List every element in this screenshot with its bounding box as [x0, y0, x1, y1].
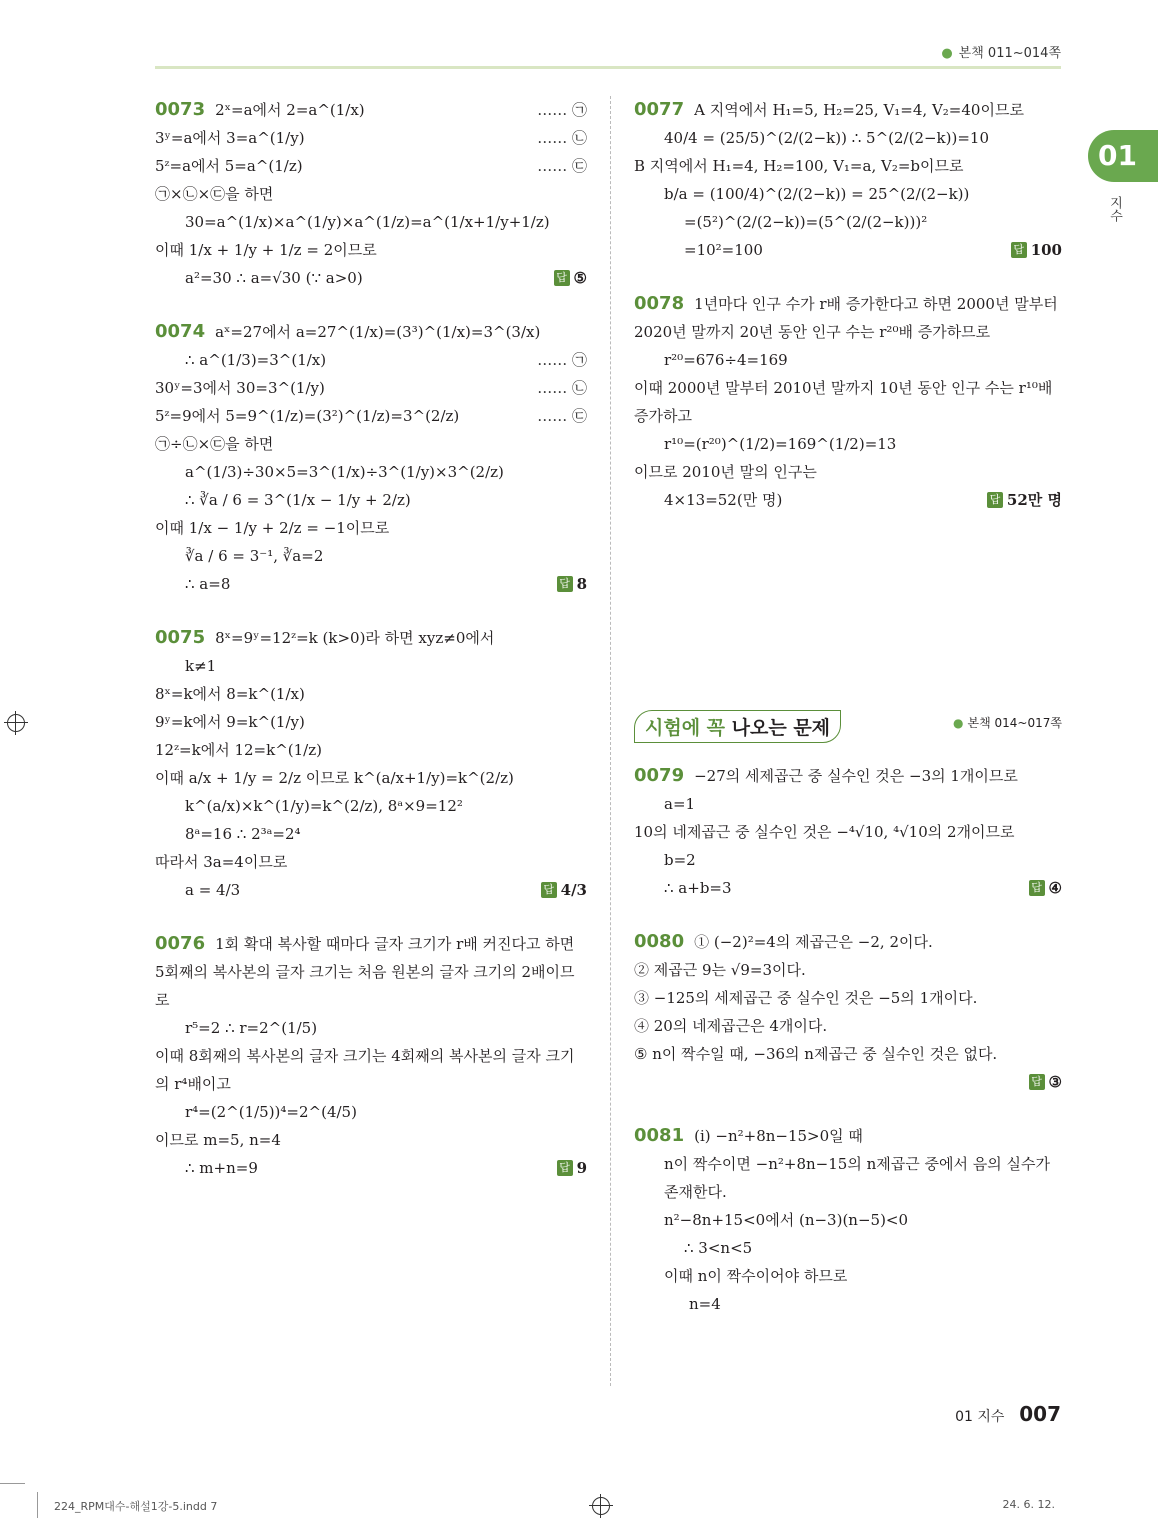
solution-text: 10의 네제곱근 중 실수인 것은 −⁴√10, ⁴√10의 2개이므로 [634, 823, 1015, 841]
solution-line [155, 1126, 587, 1154]
solution-text: (i) −n²+8n−15>0일 때 [694, 1127, 863, 1145]
problem-0074 [155, 318, 587, 598]
solution-text: ㉠÷㉡×㉢을 하면 [155, 435, 274, 453]
answer-value: 8 [576, 575, 587, 593]
solution-text: 이때 2000년 말부터 2010년 말까지 10년 동안 인구 수는 r¹⁰배 증가하고 [634, 379, 1053, 425]
solution-text: =10²=100 [684, 241, 763, 259]
problem-number: 0081 [634, 1125, 685, 1146]
solution-text: a^(1/3)÷30×5=3^(1/x)÷3^(1/y)×3^(2/z) [185, 463, 504, 481]
answer-badge-icon: 답 [1029, 1074, 1045, 1090]
solution-text: 이때 1/x − 1/y + 2/z = −1이므로 [155, 519, 390, 537]
solution-text: 1회 확대 복사할 때마다 글자 크기가 r배 커진다고 하면 5회째의 복사본의 글자 크기는 처음 원본의 글자 크기의 2배이므로 [155, 935, 575, 1009]
solution-line [155, 486, 587, 514]
registration-mark-icon [592, 1497, 610, 1515]
problem-number: 0073 [155, 99, 206, 120]
solution-line [634, 208, 1062, 236]
solution-text: r²⁰=676÷4=169 [664, 351, 788, 369]
answer-badge-icon: 답 [1029, 880, 1045, 896]
solution-text: r¹⁰=(r²⁰)^(1/2)=169^(1/2)=13 [664, 435, 897, 453]
solution-text: r⁴=(2^(1/5))⁴=2^(4/5) [185, 1103, 357, 1121]
solution-line [634, 1150, 1062, 1206]
solution-text: 3ʸ=a에서 3=a^(1/y) [155, 129, 305, 147]
solution-text: ⑤ n이 짝수일 때, −36의 n제곱근 중 실수인 것은 없다. [634, 1045, 998, 1063]
header-rule [155, 66, 1061, 69]
equation-marker: …… ㉠ [537, 101, 587, 119]
solution-line [155, 542, 587, 570]
solution-line [155, 764, 587, 792]
solution-text: r⁵=2 ∴ r=2^(1/5) [185, 1019, 318, 1037]
solution-line [634, 486, 1062, 514]
solution-text: a=1 [664, 795, 696, 813]
section-title: 시험에 꼭 나오는 문제 [634, 710, 841, 743]
solution-line [155, 736, 587, 764]
header-reference: ● 본책 011~014쪽 [941, 46, 1061, 61]
solution-line [155, 458, 587, 486]
solution-line [634, 124, 1062, 152]
equation-marker: …… ㉢ [537, 157, 587, 175]
equation-marker: …… ㉠ [537, 351, 587, 369]
page-number: 007 [1019, 1402, 1061, 1426]
problem-number: 0077 [634, 99, 685, 120]
problem-number: 0074 [155, 321, 206, 342]
problem-0076 [155, 930, 587, 1182]
section-banner [634, 710, 1062, 750]
problem-0081 [634, 1122, 1062, 1318]
solution-text: ③ −125의 세제곱근 중 실수인 것은 −5의 1개이다. [634, 989, 978, 1007]
solution-text: b/a = (100/4)^(2/(2−k)) = 25^(2/(2−k)) [664, 185, 970, 203]
solution-line [634, 790, 1062, 818]
answer-value: 52만 명 [1006, 491, 1062, 509]
problem-0073 [155, 96, 587, 292]
solution-line [155, 124, 587, 152]
solution-text: k≠1 [185, 657, 217, 675]
crop-mark [37, 1492, 38, 1518]
problem-0078 [634, 290, 1062, 514]
solution-text: 이므로 2010년 말의 인구는 [634, 463, 817, 481]
problem-0080 [634, 928, 1062, 1096]
solution-text: 8ˣ=k에서 8=k^(1/x) [155, 685, 305, 703]
solution-line [155, 652, 587, 680]
solution-line [155, 180, 587, 208]
answer-value: 100 [1030, 241, 1062, 259]
solution-line [634, 458, 1062, 486]
solution-text: 이때 8회째의 복사본의 글자 크기는 4회째의 복사본의 글자 크기의 r⁴배이고 [155, 1047, 575, 1093]
solution-line [155, 848, 587, 876]
solution-text: aˣ=27에서 a=27^(1/x)=(3³)^(1/x)=3^(3/x) [215, 323, 541, 341]
problem-0075 [155, 624, 587, 904]
solution-line [155, 1098, 587, 1126]
solution-text: k^(a/x)×k^(1/y)=k^(2/z), 8ᵃ×9=12² [185, 797, 463, 815]
page-footer [955, 1402, 1061, 1426]
solution-line [155, 1042, 587, 1098]
solution-text: 9ʸ=k에서 9=k^(1/y) [155, 713, 305, 731]
equation-marker: …… ㉢ [537, 407, 587, 425]
solution-line [634, 1290, 1062, 1318]
solution-text: 8ˣ=9ʸ=12ᶻ=k (k>0)라 하면 xyz≠0에서 [215, 629, 495, 647]
solution-line [634, 1040, 1062, 1068]
solution-line [155, 680, 587, 708]
solution-text: ∴ a+b=3 [664, 879, 732, 897]
solution-line [634, 1068, 1062, 1096]
right-column [634, 96, 1062, 1344]
solution-text: b=2 [664, 851, 696, 869]
solution-text: 이때 n이 짝수이어야 하므로 [664, 1267, 848, 1285]
footer-chapter: 01 지수 [955, 1409, 1005, 1425]
solution-line [634, 1012, 1062, 1040]
solution-text: 2ˣ=a에서 2=a^(1/x) [215, 101, 365, 119]
solution-line [634, 236, 1062, 264]
solution-line [634, 180, 1062, 208]
solution-line [155, 208, 587, 236]
solution-line [634, 1206, 1062, 1234]
answer [987, 486, 1062, 514]
left-column [155, 96, 587, 1208]
answer-badge-icon: 답 [557, 1160, 573, 1176]
column-divider [610, 96, 611, 1386]
answer [1011, 236, 1062, 264]
solution-line [634, 290, 1062, 346]
solution-line [155, 570, 587, 598]
solution-line [634, 762, 1062, 790]
solution-text: 40/4 = (25/5)^(2/(2−k)) ∴ 5^(2/(2−k))=10 [664, 129, 990, 147]
solution-text: a²=30 ∴ a=√30 (∵ a>0) [185, 269, 363, 287]
answer [541, 876, 587, 904]
solution-text: ㉠×㉡×㉢을 하면 [155, 185, 274, 203]
solution-text: ① (−2)²=4의 제곱근은 −2, 2이다. [694, 933, 933, 951]
solution-line [155, 792, 587, 820]
solution-line [155, 264, 587, 292]
solution-text: a = 4/3 [185, 881, 241, 899]
solution-line [634, 1234, 1062, 1262]
solution-text: ∛a / 6 = 3⁻¹, ∛a=2 [185, 547, 324, 565]
solution-text: =(5²)^(2/(2−k))=(5^(2/(2−k)))² [684, 213, 928, 231]
solution-line [155, 318, 587, 346]
answer [554, 264, 587, 292]
crop-mark [0, 1483, 25, 1484]
solution-line [155, 346, 587, 374]
solution-line [634, 818, 1062, 846]
answer-value: ④ [1048, 879, 1062, 897]
solution-text: 5ᶻ=a에서 5=a^(1/z) [155, 157, 303, 175]
solution-text: ∴ a=8 [185, 575, 231, 593]
solution-line [155, 96, 587, 124]
bullet-icon: ● [941, 46, 953, 61]
solution-text: 30ʸ=3에서 30=3^(1/y) [155, 379, 325, 397]
answer-value: 9 [576, 1159, 587, 1177]
solution-line [155, 514, 587, 542]
problem-number: 0075 [155, 627, 206, 648]
problem-number: 0080 [634, 931, 685, 952]
print-file-info: 224_RPM대수-해설1강-5.indd 7 [54, 1500, 218, 1513]
solution-text: n=4 [689, 1295, 721, 1313]
problem-0077 [634, 96, 1062, 264]
solution-text: ④ 20의 네제곱근은 4개이다. [634, 1017, 828, 1035]
solution-text: 4×13=52(만 명) [664, 491, 783, 509]
answer-badge-icon: 답 [1011, 242, 1027, 258]
solution-line [155, 708, 587, 736]
solution-line [634, 346, 1062, 374]
solution-text: 이때 a/x + 1/y = 2/z 이므로 k^(a/x+1/y)=k^(2/z) [155, 769, 514, 787]
solution-text: n이 짝수이면 −n²+8n−15의 n제곱근 중에서 음의 실수가 존재한다. [664, 1155, 1050, 1201]
solution-line [634, 1262, 1062, 1290]
solution-line [155, 236, 587, 264]
solution-line [634, 874, 1062, 902]
answer [557, 1154, 587, 1182]
solution-line [155, 820, 587, 848]
chapter-tab: 01 [1088, 130, 1158, 182]
answer-badge-icon: 답 [541, 882, 557, 898]
problem-0079 [634, 762, 1062, 902]
answer-badge-icon: 답 [554, 270, 570, 286]
solution-text: ∴ ∛a / 6 = 3^(1/x − 1/y + 2/z) [185, 491, 411, 509]
solution-line [634, 928, 1062, 956]
solution-line [155, 930, 587, 1014]
problem-number: 0076 [155, 933, 206, 954]
equation-marker: …… ㉡ [537, 379, 587, 397]
solution-text: 12ᶻ=k에서 12=k^(1/z) [155, 741, 322, 759]
solution-text: 이때 1/x + 1/y + 1/z = 2이므로 [155, 241, 377, 259]
solution-line [155, 1154, 587, 1182]
answer-value: ⑤ [573, 269, 587, 287]
solution-line [155, 152, 587, 180]
answer-badge-icon: 답 [987, 492, 1003, 508]
section-reference: ● 본책 014~017쪽 [953, 716, 1062, 730]
solution-line [634, 96, 1062, 124]
problem-number: 0078 [634, 293, 685, 314]
solution-line [155, 624, 587, 652]
solution-text: ∴ 3<n<5 [684, 1239, 753, 1257]
answer-value: 4/3 [560, 881, 587, 899]
solution-line [155, 1014, 587, 1042]
solution-text: n²−8n+15<0에서 (n−3)(n−5)<0 [664, 1211, 909, 1229]
answer [557, 570, 587, 598]
answer [1029, 1068, 1062, 1096]
solution-text: −27의 세제곱근 중 실수인 것은 −3의 1개이므로 [694, 767, 1018, 785]
solution-text: 30=a^(1/x)×a^(1/y)×a^(1/z)=a^(1/x+1/y+1/z) [185, 213, 550, 231]
solution-line [155, 374, 587, 402]
solution-text: 이므로 m=5, n=4 [155, 1131, 281, 1149]
registration-mark-icon [7, 714, 25, 732]
solution-line [634, 846, 1062, 874]
solution-line [634, 956, 1062, 984]
solution-text: 따라서 3a=4이므로 [155, 853, 288, 871]
solution-line [634, 984, 1062, 1012]
print-date: 24. 6. 12. [1002, 1498, 1055, 1511]
solution-line [634, 430, 1062, 458]
solution-text: 8ᵃ=16 ∴ 2³ᵃ=2⁴ [185, 825, 301, 843]
answer-value: ③ [1048, 1073, 1062, 1091]
solution-text: ∴ m+n=9 [185, 1159, 258, 1177]
solution-line [155, 430, 587, 458]
problem-number: 0079 [634, 765, 685, 786]
solution-line [634, 152, 1062, 180]
solution-text: A 지역에서 H₁=5, H₂=25, V₁=4, V₂=40이므로 [694, 101, 1024, 119]
answer-badge-icon: 답 [557, 576, 573, 592]
solution-text: B 지역에서 H₁=4, H₂=100, V₁=a, V₂=b이므로 [634, 157, 964, 175]
solution-line [634, 374, 1062, 430]
solution-text: 1년마다 인구 수가 r배 증가한다고 하면 2000년 말부터 2020년 말까지 20년 동안 인구 수는 r²⁰배 증가하므로 [634, 295, 1058, 341]
solution-text: ② 제곱근 9는 √9=3이다. [634, 961, 806, 979]
solution-line [155, 402, 587, 430]
answer [1029, 874, 1062, 902]
equation-marker: …… ㉡ [537, 129, 587, 147]
solution-text: ∴ a^(1/3)=3^(1/x) [185, 351, 327, 369]
chapter-title: 지수 [1107, 196, 1122, 222]
solution-text: 5ᶻ=9에서 5=9^(1/z)=(3²)^(1/z)=3^(2/z) [155, 407, 460, 425]
solution-line [634, 1122, 1062, 1150]
solution-line [155, 876, 587, 904]
